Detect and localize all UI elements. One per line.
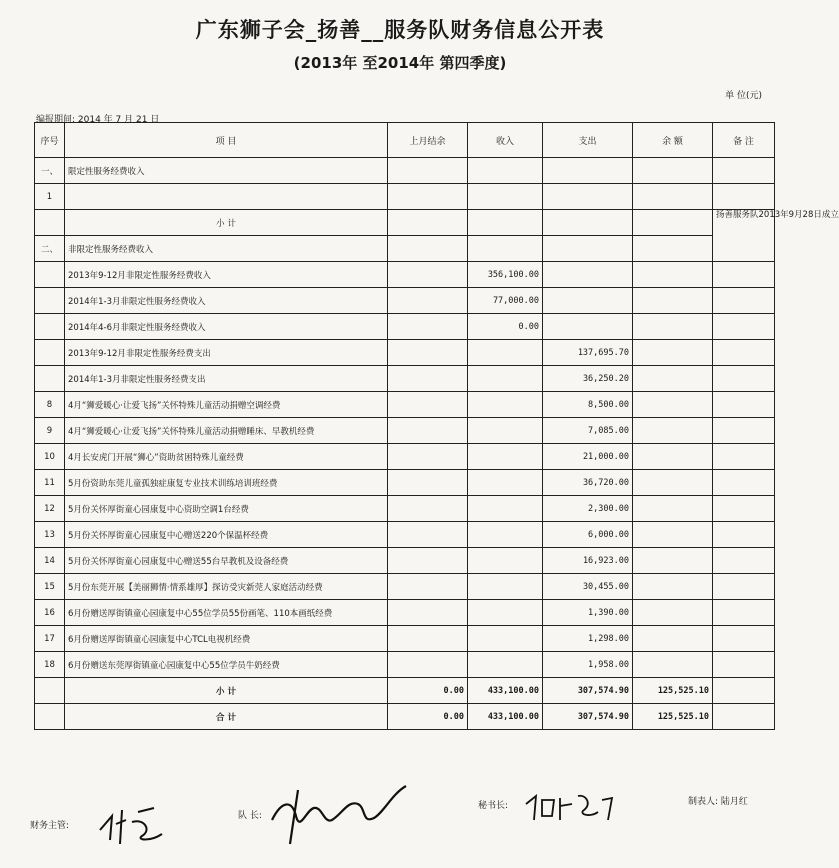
row-remark bbox=[713, 418, 775, 444]
row-no: 18 bbox=[35, 652, 65, 678]
table-row bbox=[35, 496, 775, 522]
currency-unit: 单 位(元) bbox=[725, 91, 762, 101]
section-no: 一、 bbox=[35, 158, 65, 184]
col-no: 序号 bbox=[35, 123, 65, 158]
row-item: 6月份赠送厚街镇童心园康复中心55位学员55份画笔、110本画纸经费 bbox=[65, 600, 388, 626]
row-expense: 21,000.00 bbox=[543, 444, 633, 470]
row-income bbox=[468, 626, 543, 652]
row-item: 4月“狮爱暖心·让爱飞扬”关怀特殊儿童活动捐赠睡床、早教机经费 bbox=[65, 418, 388, 444]
row-prev-balance bbox=[388, 262, 468, 288]
row-remark bbox=[713, 392, 775, 418]
row-prev-balance bbox=[388, 470, 468, 496]
col-income: 收入 bbox=[468, 123, 543, 158]
row-remark bbox=[713, 366, 775, 392]
row-prev-balance bbox=[388, 392, 468, 418]
row-balance bbox=[633, 652, 713, 678]
row-prev-balance bbox=[388, 652, 468, 678]
row-income bbox=[468, 392, 543, 418]
row-prev-balance bbox=[388, 548, 468, 574]
row-item: 5月份关怀厚街童心园康复中心赠送220个保温杯经费 bbox=[65, 522, 388, 548]
row-expense: 8,500.00 bbox=[543, 392, 633, 418]
row-remark bbox=[713, 470, 775, 496]
row-remark bbox=[713, 262, 775, 288]
captain-signature bbox=[262, 780, 412, 850]
row-item: 5月份关怀厚街童心园康复中心赠送55台早教机及设备经费 bbox=[65, 548, 388, 574]
section-label: 非限定性服务经费收入 bbox=[65, 236, 388, 262]
row-remark bbox=[713, 626, 775, 652]
subtotal-row-section1 bbox=[35, 210, 775, 236]
row-item: 4月“狮爱暖心·让爱飞扬”关怀特殊儿童活动捐赠空调经费 bbox=[65, 392, 388, 418]
section-no: 二、 bbox=[35, 236, 65, 262]
total-label: 合 计 bbox=[65, 704, 388, 730]
secretary-signature bbox=[520, 786, 620, 826]
row-income: 356,100.00 bbox=[468, 262, 543, 288]
row-balance bbox=[633, 262, 713, 288]
row-no bbox=[35, 262, 65, 288]
section-row bbox=[35, 158, 775, 184]
row-expense: 30,455.00 bbox=[543, 574, 633, 600]
row-expense: 6,000.00 bbox=[543, 522, 633, 548]
table-row bbox=[35, 262, 775, 288]
col-prev-balance: 上月结余 bbox=[388, 123, 468, 158]
row-prev-balance bbox=[388, 288, 468, 314]
subtotal-expense: 307,574.90 bbox=[543, 678, 633, 704]
row-item: 5月份东莞开展【美丽狮情·情系雄厚】探访受灾新莞人家庭活动经费 bbox=[65, 574, 388, 600]
total-prev: 0.00 bbox=[388, 704, 468, 730]
row-expense: 1,390.00 bbox=[543, 600, 633, 626]
row-remark bbox=[713, 600, 775, 626]
subtotal-income: 433,100.00 bbox=[468, 678, 543, 704]
row-no: 17 bbox=[35, 626, 65, 652]
subtotal-label: 小 计 bbox=[65, 678, 388, 704]
section-row bbox=[35, 236, 775, 262]
finance-signature bbox=[92, 800, 172, 850]
row-item: 6月份赠送东莞厚街镇童心园康复中心55位学员牛奶经费 bbox=[65, 652, 388, 678]
report-title: 广东狮子会_扬善__服务队财务信息公开表 bbox=[195, 18, 605, 42]
col-expense: 支出 bbox=[543, 123, 633, 158]
row-income bbox=[468, 548, 543, 574]
row-no: 12 bbox=[35, 496, 65, 522]
row-balance bbox=[633, 392, 713, 418]
row-expense: 36,250.20 bbox=[543, 366, 633, 392]
row-remark bbox=[713, 340, 775, 366]
table-row bbox=[35, 522, 775, 548]
row-balance bbox=[633, 600, 713, 626]
row-balance bbox=[633, 470, 713, 496]
row-item: 2014年1-3月非限定性服务经费支出 bbox=[65, 366, 388, 392]
row-no: 16 bbox=[35, 600, 65, 626]
row-income bbox=[468, 522, 543, 548]
table-row bbox=[35, 600, 775, 626]
row-income bbox=[468, 340, 543, 366]
table-row bbox=[35, 626, 775, 652]
row-income bbox=[468, 600, 543, 626]
row-prev-balance bbox=[388, 366, 468, 392]
table-row bbox=[35, 444, 775, 470]
table-row bbox=[35, 418, 775, 444]
row-remark bbox=[713, 522, 775, 548]
finance-table bbox=[34, 122, 839, 730]
row-remark bbox=[713, 314, 775, 340]
table-row bbox=[35, 548, 775, 574]
row-balance bbox=[633, 496, 713, 522]
row-no: 13 bbox=[35, 522, 65, 548]
row-prev-balance bbox=[388, 496, 468, 522]
row-expense bbox=[543, 314, 633, 340]
report-period: (2013年 至2014年 第四季度) bbox=[293, 54, 507, 72]
row-balance bbox=[633, 418, 713, 444]
row-remark bbox=[713, 652, 775, 678]
subtotal-prev: 0.00 bbox=[388, 678, 468, 704]
total-income: 433,100.00 bbox=[468, 704, 543, 730]
row-no bbox=[35, 366, 65, 392]
row-prev-balance bbox=[388, 340, 468, 366]
row-balance bbox=[633, 522, 713, 548]
row-income bbox=[468, 444, 543, 470]
table-row bbox=[35, 366, 775, 392]
row-balance bbox=[633, 444, 713, 470]
row-expense: 16,923.00 bbox=[543, 548, 633, 574]
row-income: 77,000.00 bbox=[468, 288, 543, 314]
report-date: 编报期间: 2014 年 7 月 21 日 bbox=[36, 115, 160, 125]
subtotal-row bbox=[35, 678, 775, 704]
row-balance bbox=[633, 314, 713, 340]
row-balance bbox=[633, 574, 713, 600]
row-prev-balance bbox=[388, 600, 468, 626]
subtotal-label: 小 计 bbox=[65, 210, 388, 236]
subtotal-balance: 125,525.10 bbox=[633, 678, 713, 704]
row-income bbox=[468, 470, 543, 496]
section-label: 限定性服务经费收入 bbox=[65, 158, 388, 184]
row-remark bbox=[713, 496, 775, 522]
row-income bbox=[468, 496, 543, 522]
row-remark bbox=[713, 548, 775, 574]
row-expense: 1,298.00 bbox=[543, 626, 633, 652]
preparer-label: 制表人: 陆月红 bbox=[688, 797, 748, 807]
row-expense bbox=[543, 262, 633, 288]
table-row bbox=[35, 288, 775, 314]
table-row bbox=[35, 652, 775, 678]
row-prev-balance bbox=[388, 314, 468, 340]
row-income bbox=[468, 418, 543, 444]
table-row bbox=[35, 314, 775, 340]
table-row bbox=[35, 184, 775, 210]
captain-label: 队 长: bbox=[238, 811, 262, 821]
total-balance: 125,525.10 bbox=[633, 704, 713, 730]
row-no: 10 bbox=[35, 444, 65, 470]
table-row bbox=[35, 574, 775, 600]
finance-manager-label: 财务主管: bbox=[30, 821, 70, 831]
row-item: 2013年9-12月非限定性服务经费支出 bbox=[65, 340, 388, 366]
table-row bbox=[35, 340, 775, 366]
row-prev-balance bbox=[388, 522, 468, 548]
row-prev-balance bbox=[388, 444, 468, 470]
row-item: 5月份关怀厚街童心园康复中心资助空调1台经费 bbox=[65, 496, 388, 522]
row-no: 9 bbox=[35, 418, 65, 444]
row-prev-balance bbox=[388, 574, 468, 600]
row-remark bbox=[713, 288, 775, 314]
row-expense bbox=[543, 288, 633, 314]
row-remark bbox=[713, 574, 775, 600]
row-no: 8 bbox=[35, 392, 65, 418]
row-expense: 2,300.00 bbox=[543, 496, 633, 522]
row-income bbox=[468, 652, 543, 678]
table-row bbox=[35, 470, 775, 496]
row-prev-balance bbox=[388, 418, 468, 444]
row-balance bbox=[633, 288, 713, 314]
total-row bbox=[35, 704, 775, 730]
row-no: 1 bbox=[35, 184, 65, 210]
row-expense: 1,958.00 bbox=[543, 652, 633, 678]
table-row bbox=[35, 392, 775, 418]
row-expense: 7,085.00 bbox=[543, 418, 633, 444]
row-balance bbox=[633, 366, 713, 392]
row-income bbox=[468, 366, 543, 392]
row-item: 5月份资助东莞儿童孤独症康复专业技术训练培训班经费 bbox=[65, 470, 388, 496]
row-no bbox=[35, 288, 65, 314]
row-balance bbox=[633, 626, 713, 652]
col-item: 项 目 bbox=[65, 123, 388, 158]
row-remark bbox=[713, 444, 775, 470]
row-no: 14 bbox=[35, 548, 65, 574]
secretary-general-label: 秘书长: bbox=[478, 801, 509, 811]
row-expense: 137,695.70 bbox=[543, 340, 633, 366]
row-income bbox=[468, 574, 543, 600]
row-item: 6月份赠送厚街镇童心园康复中心TCL电视机经费 bbox=[65, 626, 388, 652]
row-balance bbox=[633, 340, 713, 366]
row-item: 2013年9-12月非限定性服务经费收入 bbox=[65, 262, 388, 288]
col-balance: 余 额 bbox=[633, 123, 713, 158]
total-expense: 307,574.90 bbox=[543, 704, 633, 730]
row-balance bbox=[633, 548, 713, 574]
row-prev-balance bbox=[388, 626, 468, 652]
row-item: 2014年4-6月非限定性服务经费收入 bbox=[65, 314, 388, 340]
row-item: 4月长安虎门开展“狮心”资助贫困特殊儿童经费 bbox=[65, 444, 388, 470]
row-no: 15 bbox=[35, 574, 65, 600]
row-expense: 36,720.00 bbox=[543, 470, 633, 496]
row-no bbox=[35, 314, 65, 340]
row-income: 0.00 bbox=[468, 314, 543, 340]
row-no: 11 bbox=[35, 470, 65, 496]
table-header-row bbox=[35, 123, 775, 158]
col-remark: 备 注 bbox=[713, 123, 775, 158]
row-no bbox=[35, 340, 65, 366]
row-item: 2014年1-3月非限定性服务经费收入 bbox=[65, 288, 388, 314]
remark-cell: 扬善服务队2013年9月28日成立 bbox=[713, 210, 775, 262]
